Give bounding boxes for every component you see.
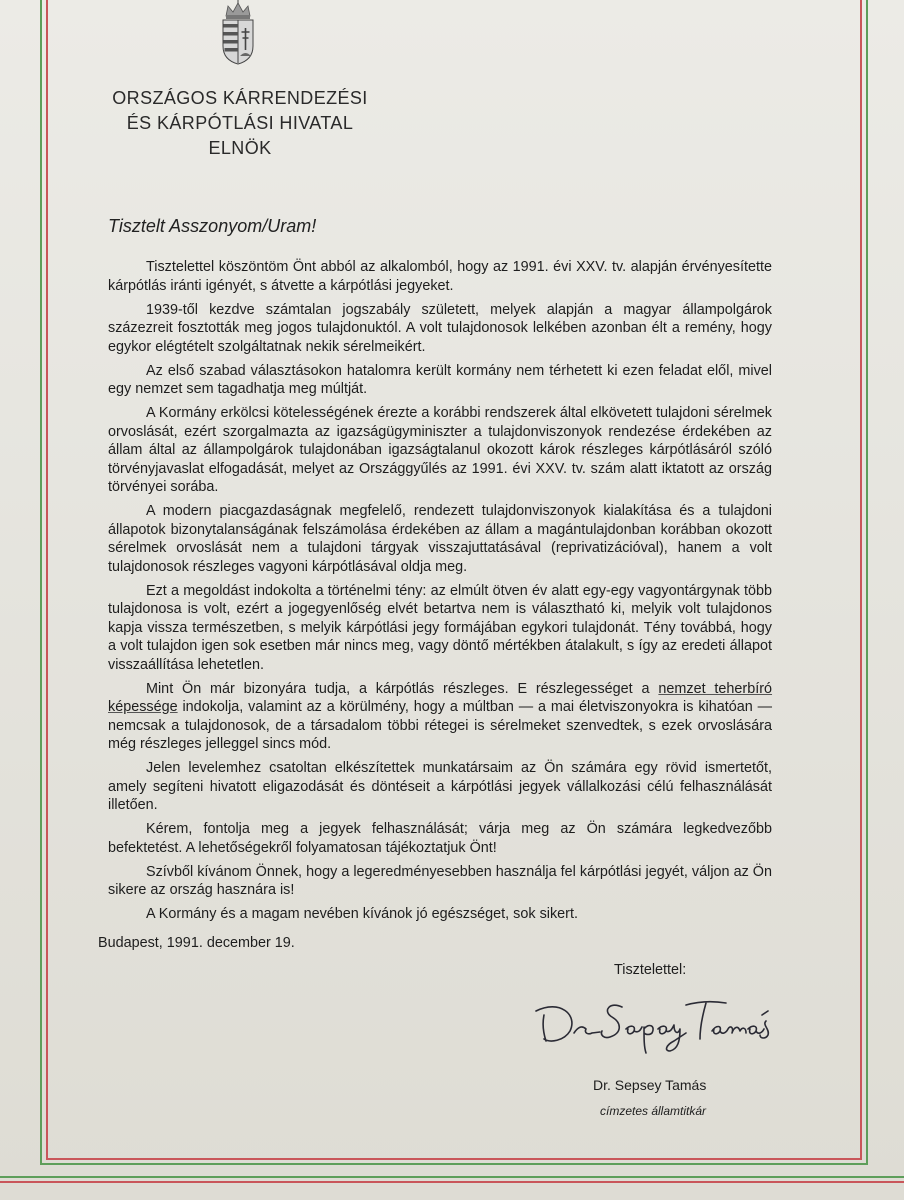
paragraph-6: Ezt a megoldást indokolta a történelmi tény: az elmúlt ötven év alatt egy-egy vagyontárgynak több tulajdonosa is volt, ezért a jogegyenlőség elvét betartva nem is választható ki, melyik volt tulajdonos kapja vissza természetben, s melyik kárpótlási jegy formájában egykori tulajdonát. Tény továbbá, hogy a volt tulajdon igen sok esetben már nincs meg, vagy döntő mértékben átalakult, s így az eredeti állapot visszaállítása lehetetlen. — [108, 582, 772, 673]
office-header — [100, 86, 380, 161]
paragraph-5: A modern piacgazdaságnak megfelelő, rendezett tulajdonviszonyok kialakítása és a tulajdoni állapotok bizonytalanságának felszámolása érdekében az állam a magántulajdonban korábban okozott sérelmek orvoslását nem a tulajdoni tárgyak visszajuttatásával (reprivatizációval), hanem a volt tulajdonosok részleges vagyoni kárpótlásával oldja meg. — [108, 503, 772, 575]
paragraph-7-before: Mint Ön már bizonyára tudja, a kárpótlás részleges. E részlegességet a — [146, 680, 659, 697]
handwritten-signature — [530, 985, 780, 1055]
paragraph-9: Kérem, fontolja meg a jegyek felhasználását; várja meg az Ön számára legkedvezőbb befektetést. A lehetőségekről folyamatosan tájékoztatjuk Önt! — [108, 821, 772, 856]
underlined-phrase: nemzet teherbíró képessége — [108, 680, 773, 715]
hungarian-coat-of-arms-icon — [218, 0, 258, 66]
tricolor-border-bottom-green — [0, 1176, 904, 1178]
paragraph-8: Jelen levelemhez csatoltan elkészítettek munkatársaim az Ön számára egy rövid ismertetőt, amely segíteni hivatott eligazodását és döntéseit a kárpótlási jegyek vállalkozási célú felhasználását illetően. — [108, 760, 772, 813]
paragraph-4: A Kormány erkölcsi kötelességének érezte a korábbi rendszerek által elkövetett tulajdoni sérelmek orvoslását, ezért szorgalmazta az igazságügyminiszter a tulajdonviszonyok rendezése érdekében az állam által az állampolgárok tulajdonában igazságtalanul okozott károk részleges kárpótlásáról szóló törvényjavaslat elfogadását, melyet az Országgyűlés az 1991. évi XXV. tv. szám alatt iktatott az ország törvényei sorába. — [108, 405, 772, 495]
paragraph-7 — [108, 680, 772, 754]
closing: Tisztelettel: — [614, 962, 687, 978]
header-line-2: ÉS KÁRPÓTLÁSI HIVATAL — [126, 113, 354, 133]
paragraph-3: Az első szabad választásokon hatalomra került kormány nem térhetett ki ezen feladat elől, mivel egy nemzet sem tagadhatja meg múltját. — [108, 362, 772, 397]
paragraph-11: A Kormány és a magam nevében kívánok jó egészséget, sok sikert. — [146, 906, 578, 922]
paragraph-10: Szívből kívánom Önnek, hogy a legeredményesebben használja fel kárpótlási jegyét, váljon az Ön sikere az ország hasznára is! — [108, 863, 772, 898]
paragraph-1: Tisztelettel köszöntöm Önt abból az alkalomból, hogy az 1991. évi XXV. tv. alapján érvényesítette kárpótlás iránti igényét, s átvette a kárpótlási jegyeket. — [108, 259, 772, 294]
signer-title: címzetes államtitkár — [600, 1104, 707, 1118]
header-line-1: ORSZÁGOS KÁRRENDEZÉSI — [112, 88, 368, 108]
place-date: Budapest, 1991. december 19. — [98, 935, 295, 951]
letter-body — [108, 258, 772, 929]
paragraph-7-after: indokolja, valamint az a körülmény, hogy a múltban — a mai életviszonyokra is kihatóan — nemcsak a tulajdonosok, de a társadalom többi rétegei is sérelmeket szenvedtek, s ezek orvoslására még részleges jelleggel sincs mód. — [108, 699, 772, 752]
tricolor-border-bottom-red — [0, 1181, 904, 1183]
paragraph-2: 1939-től kezdve számtalan jogszabály született, melyek alapján a magyar állampolgárok százezreit fosztották meg jogos tulajdonuktól. A volt tulajdonosok lelkében azonban élt a remény, hogy egykor elégtételt szolgáltatnak nekik sérelmeikért. — [108, 301, 772, 355]
salutation: Tisztelt Asszonyom/Uram! — [108, 216, 317, 236]
signer-name: Dr. Sepsey Tamás — [593, 1077, 707, 1093]
header-line-3: ELNÖK — [208, 138, 272, 158]
